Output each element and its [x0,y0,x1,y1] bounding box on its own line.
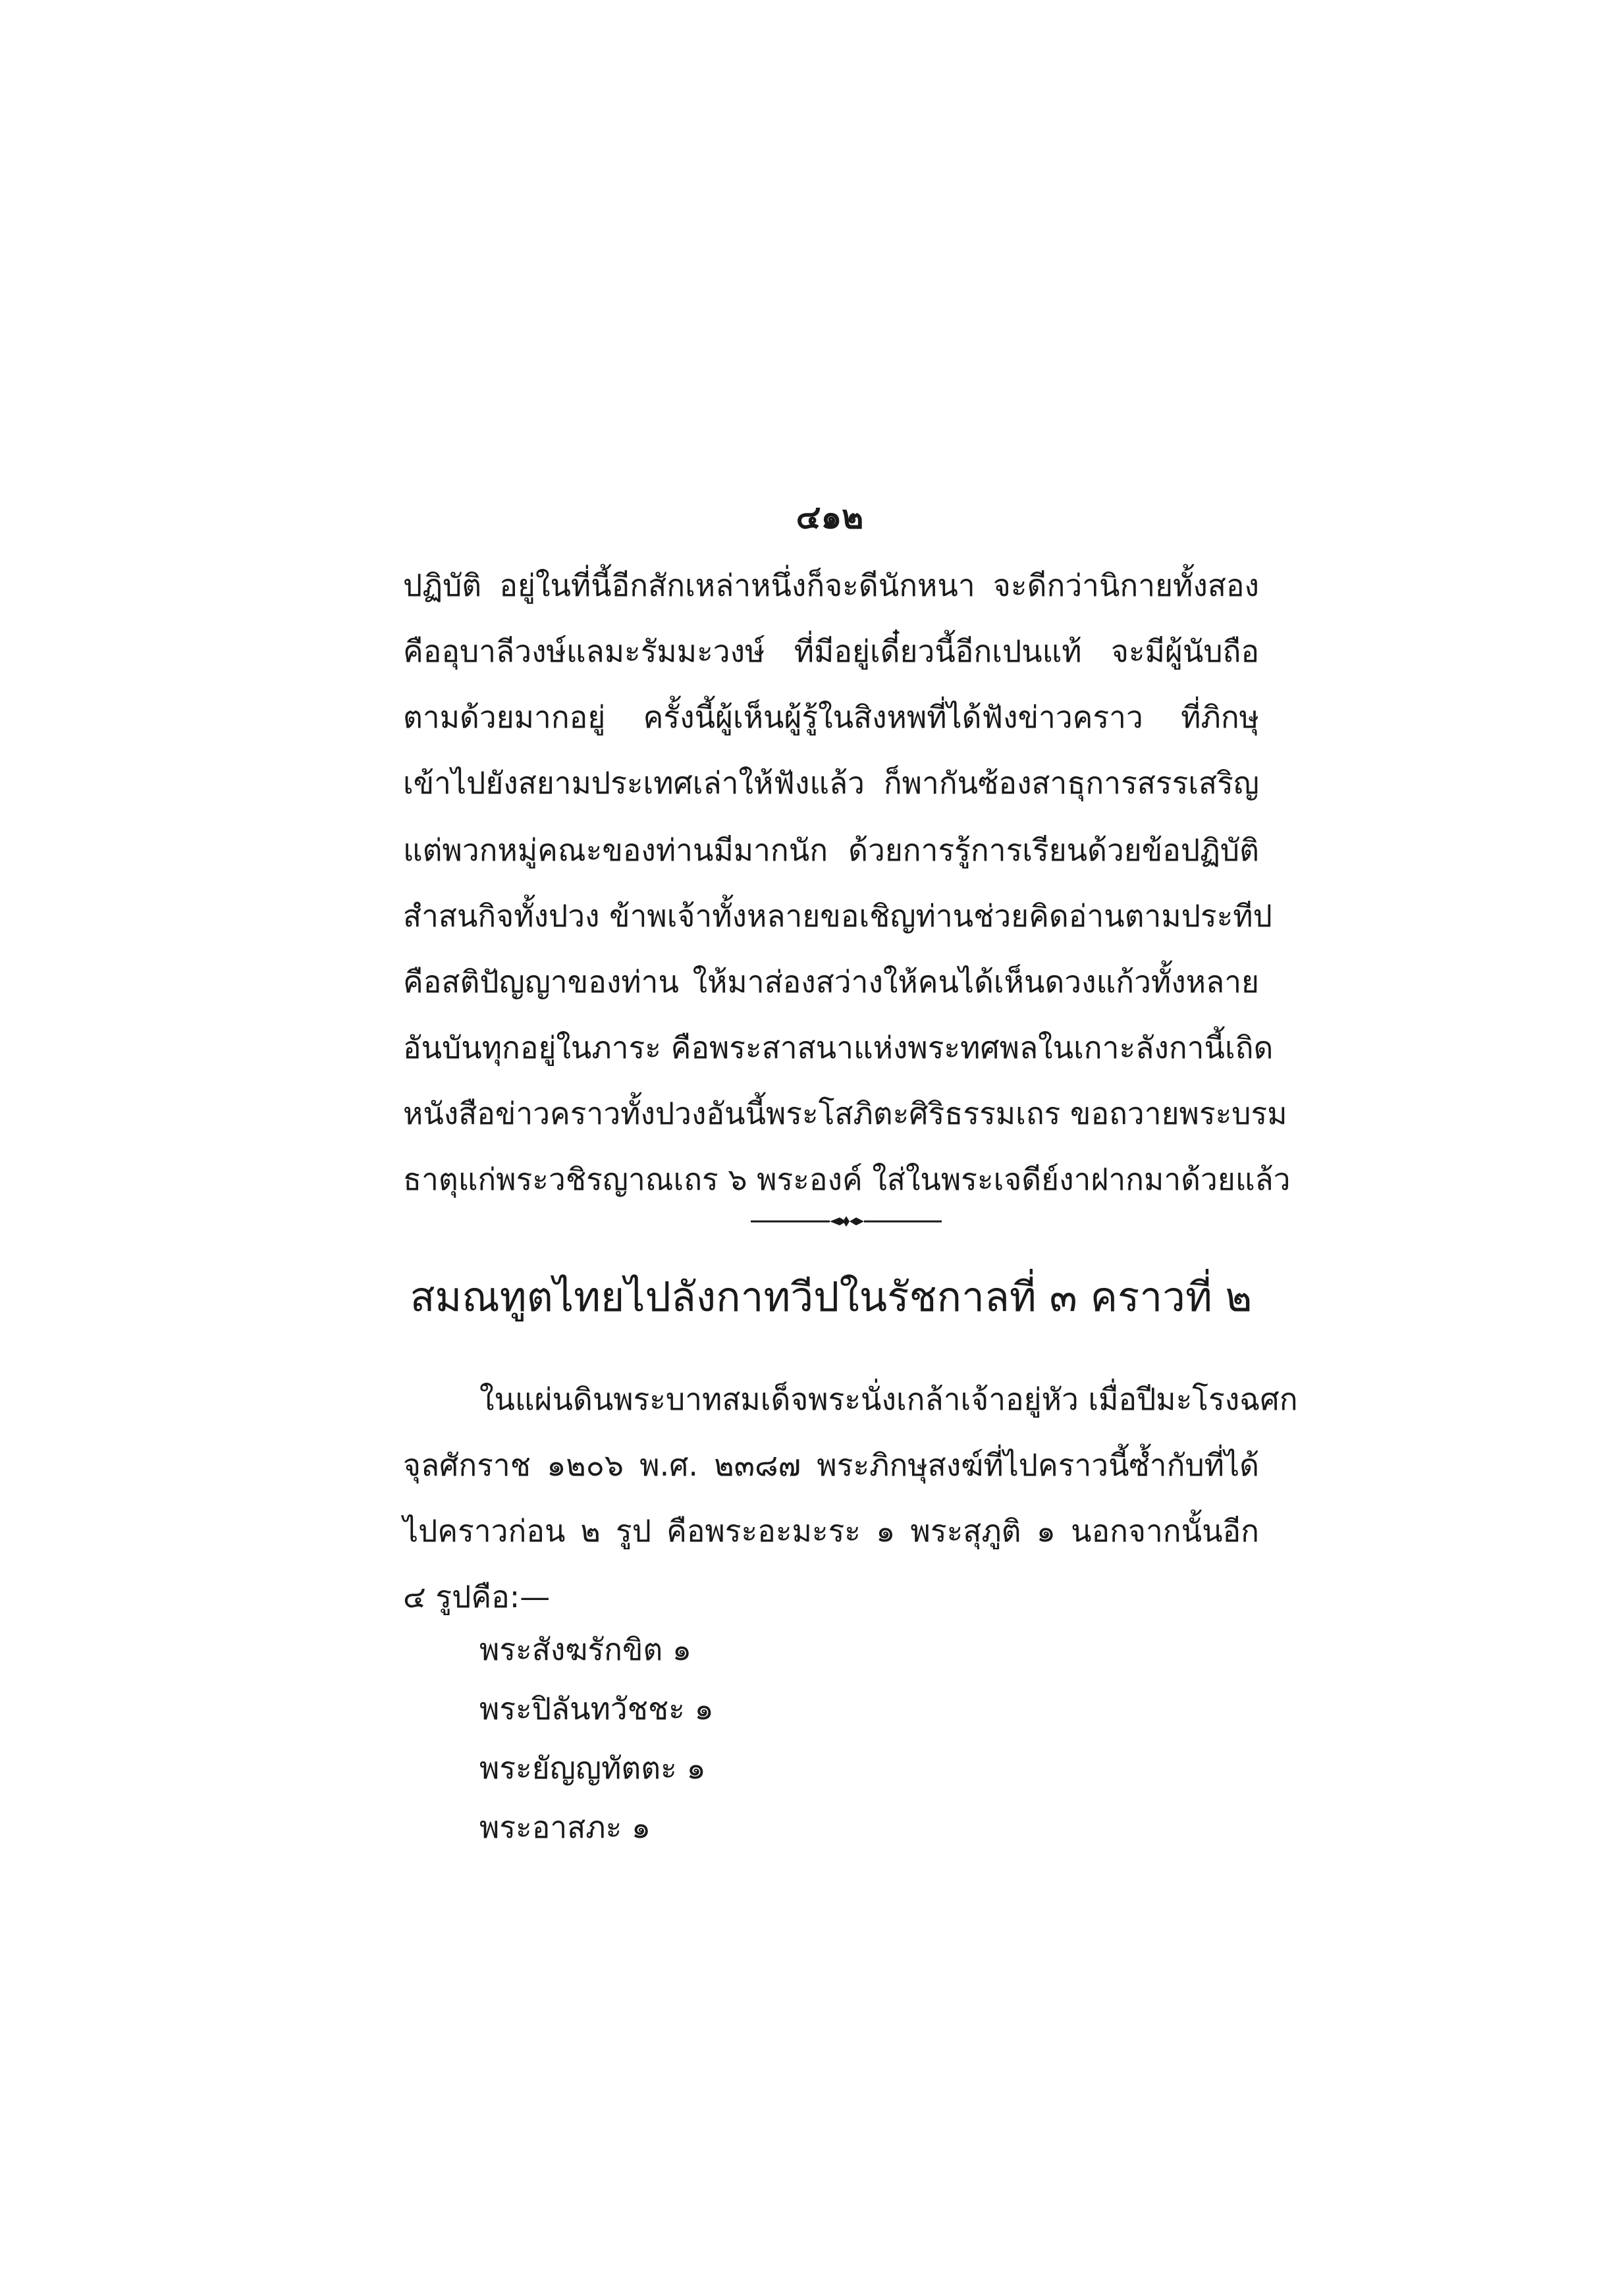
text-line: แต่พวกหมู่คณะของท่านมีมากนัก ด้วยการรู้การเรียนด้วยข้อปฏิบัติ [403,832,1259,868]
text-line: ไปคราวก่อน ๒ รูป คือพระอะมะระ ๑ พระสุภูติ ๑ นอกจากนั้นอีก [403,1513,1259,1549]
list-item: พระยัญญทัตตะ ๑ [479,1750,706,1786]
text-line: ในแผ่นดินพระบาทสมเด็จพระนั่งเกล้าเจ้าอยู่หัว เมื่อปีมะโรงฉศก [479,1381,1298,1417]
list-item: พระปิลันทวัชชะ ๑ [479,1691,714,1726]
list-item: พระอาสภะ ๑ [479,1809,651,1845]
section-divider [751,1214,942,1229]
section-heading: สมณทูตไทยไปลังกาทวีปในรัชกาลที่ ๓ คราวที่ ๒ [410,1273,1253,1321]
text-line: ๔ รูปคือ:— [403,1579,551,1615]
text-line: คือสติปัญญาของท่าน ให้มาส่องสว่างให้คนได้เห็นดวงแก้วทั้งหลาย [403,964,1259,1000]
text-line: ธาตุแก่พระวชิรญาณเถร ๖ พระองค์ ใส่ในพระเจดีย์งาฝากมาด้วยแล้ว [403,1161,1291,1197]
text-line: สำสนกิจทั้งปวง ข้าพเจ้าทั้งหลายขอเชิญท่านช่วยคิดอ่านตามประทีป [403,898,1272,934]
text-line: คืออุบาลีวงษ์แลมะรัมมะวงษ์ ที่มีอยู่เดี๋ยวนี้อีกเปนแท้ จะมีผู้นับถือ [403,633,1259,669]
text-line: เข้าไปยังสยามประเทศเล่าให้ฟังแล้ว ก็พากันซ้องสาธุการสรรเสริญ [403,765,1259,801]
page-number: ๔๑๒ [796,498,864,536]
text-line: ปฏิบัติ อยู่ในที่นี้อีกสักเหล่าหนึ่งก็จะดีนักหนา จะดีกว่านิกายทั้งสอง [403,568,1259,603]
text-line: ตามด้วยมากอยู่ ครั้งนี้ผู้เห็นผู้รู้ในสิงหพที่ได้ฟังข่าวคราว ที่ภิกษุ [403,699,1259,735]
text-line: หนังสือข่าวคราวทั้งปวงอันนี้พระโสภิตะศิริธรรมเถร ขอถวายพระบรม [403,1096,1287,1131]
text-line: อันบันทุกอยู่ในภาระ คือพระสาสนาแห่งพระทศพลในเกาะลังกานี้เถิด [403,1030,1274,1065]
list-item: พระสังฆรักขิต ๑ [479,1632,692,1667]
text-line: จุลศักราช ๑๒๐๖ พ.ศ. ๒๓๘๗ พระภิกษุสงฆ์ที่ไปคราวนี้ซ้ำกับที่ได้ [403,1447,1259,1483]
